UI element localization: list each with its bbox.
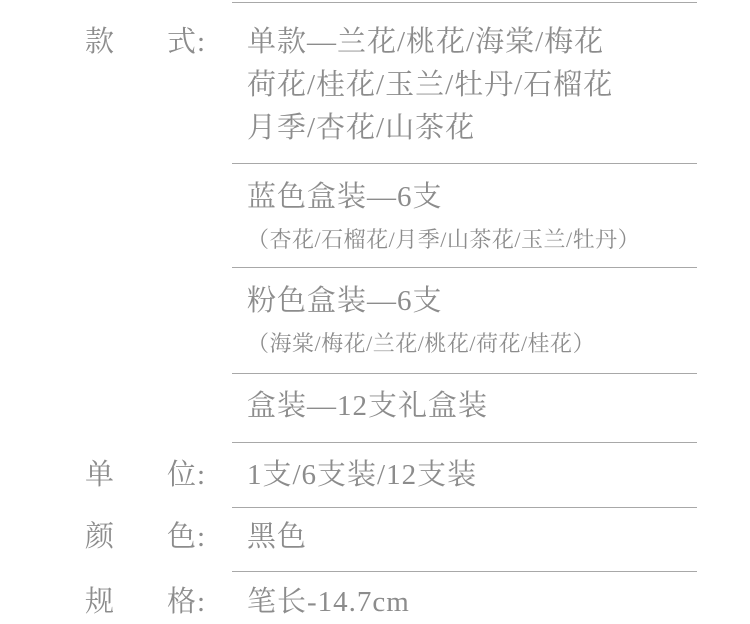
blue-box-note: （杏花/石榴花/月季/山茶花/玉兰/牡丹） bbox=[247, 227, 641, 252]
color-label bbox=[85, 507, 232, 559]
color-value-section bbox=[232, 507, 697, 571]
spec-row-unit bbox=[85, 442, 697, 507]
size-label-text bbox=[85, 581, 206, 624]
color-value: 黑色 bbox=[247, 521, 308, 553]
color-label-char-2: 色: bbox=[166, 521, 206, 553]
unit-label-text bbox=[85, 454, 206, 497]
size-value-section bbox=[232, 571, 697, 624]
size-label-char-1: 规 bbox=[85, 586, 116, 618]
size-label bbox=[85, 571, 232, 624]
gift-box-title: 盒装—12支礼盒装 bbox=[247, 390, 489, 422]
color-value-cell bbox=[232, 507, 697, 571]
style-section-gift-box bbox=[232, 373, 697, 442]
unit-label bbox=[85, 442, 232, 497]
style-label bbox=[85, 2, 232, 64]
spec-row-color bbox=[85, 507, 697, 571]
style-value bbox=[232, 2, 697, 442]
style-label-text bbox=[85, 21, 206, 64]
blue-box-title: 蓝色盒装—6支 bbox=[247, 181, 443, 213]
style-section-single-variants bbox=[232, 2, 697, 163]
unit-value-section bbox=[232, 442, 697, 507]
color-label-text bbox=[85, 516, 206, 559]
size-value-cell bbox=[232, 571, 697, 624]
color-label-char-1: 颜 bbox=[85, 521, 116, 553]
pink-box-note: （海棠/梅花/兰花/桃花/荷花/桂花） bbox=[247, 331, 596, 356]
size-value: 笔长-14.7cm bbox=[247, 586, 410, 618]
spec-row-style bbox=[85, 2, 697, 442]
spec-row-size bbox=[85, 571, 697, 624]
unit-value: 1支/6支装/12支装 bbox=[247, 459, 478, 491]
style-variants-line-3: 月季/杏花/山茶花 bbox=[247, 112, 476, 144]
pink-box-title: 粉色盒装—6支 bbox=[247, 285, 443, 317]
style-variants-line-2: 荷花/桂花/玉兰/牡丹/石榴花 bbox=[247, 69, 614, 101]
style-label-char-1: 款 bbox=[85, 26, 116, 58]
style-section-blue-box bbox=[232, 163, 697, 267]
style-variants-line-1: 单款—兰花/桃花/海棠/梅花 bbox=[247, 26, 605, 58]
style-label-char-2: 式: bbox=[166, 26, 206, 58]
unit-label-char-1: 单 bbox=[85, 459, 116, 491]
unit-label-char-2: 位: bbox=[166, 459, 206, 491]
product-spec-sheet bbox=[85, 2, 697, 624]
size-label-char-2: 格: bbox=[166, 586, 206, 618]
style-section-pink-box bbox=[232, 267, 697, 373]
unit-value-cell bbox=[232, 442, 697, 507]
